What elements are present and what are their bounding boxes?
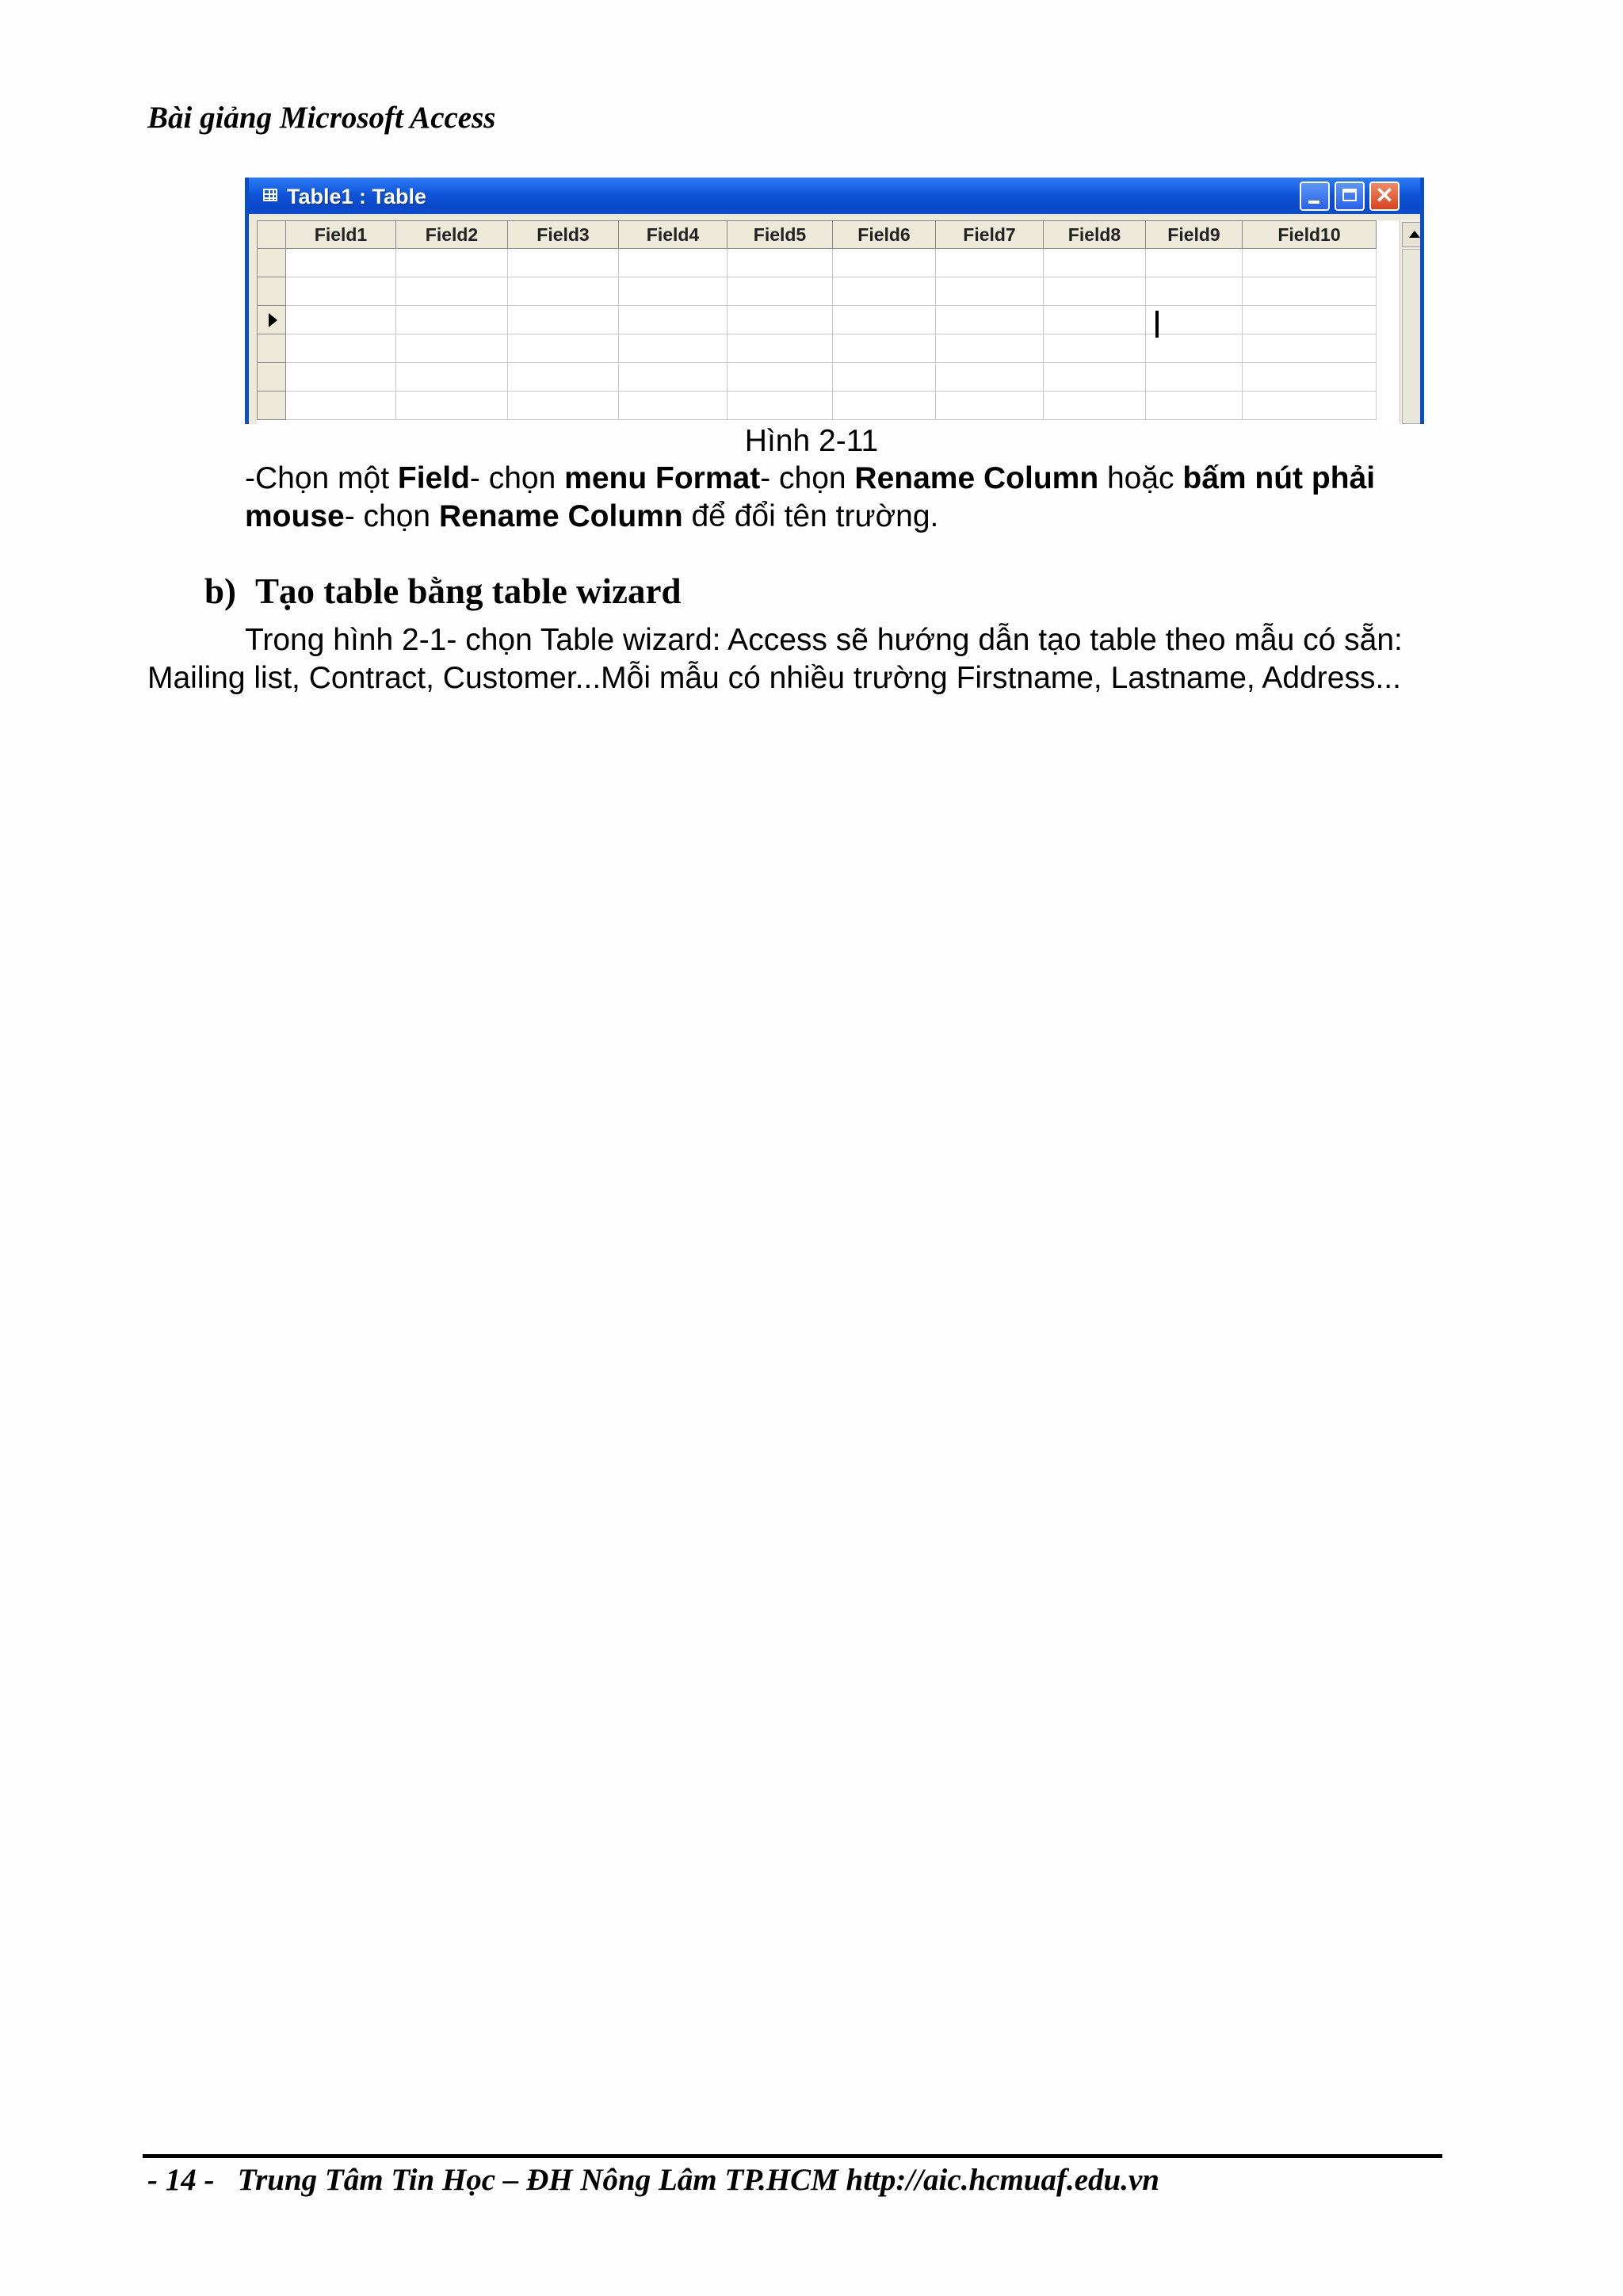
table-row (258, 363, 1377, 392)
cell[interactable] (1243, 363, 1377, 392)
bold-run: bấm nút phải mouse (245, 461, 1376, 533)
column-header[interactable]: Field9 (1146, 221, 1243, 249)
cell[interactable] (1044, 363, 1146, 392)
cell[interactable] (619, 392, 727, 420)
cell[interactable] (1243, 277, 1377, 306)
cell[interactable] (396, 363, 508, 392)
cell[interactable] (936, 277, 1044, 306)
minimize-button[interactable] (1300, 181, 1330, 211)
column-header[interactable]: Field2 (396, 221, 508, 249)
cell[interactable] (936, 392, 1044, 420)
cell[interactable] (727, 249, 833, 277)
cell[interactable] (508, 249, 619, 277)
cell[interactable] (396, 392, 508, 420)
maximize-button[interactable] (1335, 181, 1365, 211)
body-text: Trong hình 2-1- chọn Table wizard: Access sẽ hướng dẫn tạo table theo mẫu có sẵn: Mailing list, Contract, Customer...Mỗi mẫu có nhiều trường Firstname, Lastname, Address... (147, 623, 1403, 695)
cell[interactable] (1243, 334, 1377, 363)
cell[interactable] (833, 277, 936, 306)
page-number: - 14 - (147, 2163, 215, 2197)
cell[interactable] (508, 363, 619, 392)
cell[interactable] (286, 306, 396, 334)
text-run: - chọn (469, 461, 565, 495)
column-header[interactable]: Field4 (619, 221, 727, 249)
cell[interactable] (508, 306, 619, 334)
cell[interactable] (619, 306, 727, 334)
cell[interactable] (1044, 277, 1146, 306)
cell[interactable] (833, 306, 936, 334)
bold-run: menu Format (564, 461, 761, 495)
cell[interactable] (396, 249, 508, 277)
window-title: Table1 : Table (287, 185, 427, 208)
vertical-scrollbar[interactable] (1400, 220, 1424, 424)
cell[interactable] (1044, 249, 1146, 277)
cell[interactable] (1044, 392, 1146, 420)
text-cursor (1155, 311, 1159, 338)
page-footer (147, 2160, 1159, 2200)
section-title: Tạo table bằng table wizard (255, 571, 682, 611)
datasheet-grid (257, 220, 1400, 424)
column-header[interactable]: Field8 (1044, 221, 1146, 249)
cell[interactable] (936, 306, 1044, 334)
window-titlebar[interactable] (249, 178, 1420, 214)
column-header[interactable]: Field7 (936, 221, 1044, 249)
figure-caption: Hình 2-11 (744, 424, 879, 458)
cell[interactable] (1243, 249, 1377, 277)
cell[interactable] (286, 334, 396, 363)
cell[interactable] (727, 306, 833, 334)
table-row (258, 334, 1377, 363)
table-row-current (258, 306, 1377, 334)
close-icon: ✕ (1375, 183, 1394, 208)
footer-divider (143, 2154, 1442, 2158)
cell[interactable] (396, 334, 508, 363)
text-run: - chọn (760, 461, 855, 495)
cell[interactable] (1044, 306, 1146, 334)
cell[interactable] (286, 363, 396, 392)
table-icon (263, 189, 277, 201)
cell[interactable] (619, 334, 727, 363)
column-header[interactable]: Field1 (286, 221, 396, 249)
table-row (258, 392, 1377, 420)
text-run: - chọn (344, 499, 439, 533)
row-selector-current[interactable] (258, 306, 286, 334)
instruction-paragraph (245, 460, 1410, 536)
text-run: hoặc (1098, 461, 1183, 495)
cell[interactable] (508, 277, 619, 306)
cell[interactable] (619, 277, 727, 306)
cell[interactable] (1146, 306, 1243, 334)
datasheet-table (257, 220, 1377, 420)
text-run: để đổi tên trường. (682, 499, 939, 533)
body-paragraph (147, 621, 1447, 697)
cell[interactable] (508, 392, 619, 420)
cell[interactable] (1146, 334, 1243, 363)
table-row (258, 277, 1377, 306)
cell[interactable] (1243, 306, 1377, 334)
cell[interactable] (833, 334, 936, 363)
cell[interactable] (727, 363, 833, 392)
cell[interactable] (286, 277, 396, 306)
cell[interactable] (1146, 363, 1243, 392)
bold-run: Rename Column (854, 461, 1099, 495)
cell[interactable] (727, 334, 833, 363)
cell[interactable] (396, 277, 508, 306)
cell[interactable] (833, 392, 936, 420)
cell[interactable] (727, 277, 833, 306)
bold-run: Field (397, 461, 470, 495)
row-selector[interactable] (258, 334, 286, 363)
cell[interactable] (508, 334, 619, 363)
current-record-arrow-icon (269, 313, 277, 327)
running-header: Bài giảng Microsoft Access (147, 101, 496, 135)
close-button[interactable] (1369, 181, 1400, 211)
cell[interactable] (1044, 334, 1146, 363)
cell[interactable] (619, 363, 727, 392)
cell[interactable] (833, 363, 936, 392)
cell[interactable] (619, 249, 727, 277)
cell[interactable] (286, 392, 396, 420)
scroll-up-icon[interactable] (1402, 222, 1424, 247)
column-header-row (258, 221, 1377, 249)
section-heading (204, 569, 682, 613)
footer-text: Trung Tâm Tin Học – ĐH Nông Lâm TP.HCM http://aic.hcmuaf.edu.vn (237, 2163, 1159, 2197)
row-selector[interactable] (258, 249, 286, 277)
footer-spacer (214, 2163, 237, 2197)
row-selector[interactable] (258, 392, 286, 420)
row-selector[interactable] (258, 363, 286, 392)
access-table-window (245, 178, 1424, 424)
select-all-corner[interactable] (258, 221, 286, 249)
cell[interactable] (1146, 277, 1243, 306)
scrollbar-thumb[interactable] (1402, 249, 1424, 424)
cell[interactable] (833, 249, 936, 277)
section-label: b) (204, 571, 237, 611)
column-header[interactable]: Field5 (727, 221, 833, 249)
bold-run: Rename Column (438, 499, 683, 533)
column-header[interactable]: Field3 (508, 221, 619, 249)
column-header[interactable]: Field6 (833, 221, 936, 249)
cell[interactable] (727, 392, 833, 420)
cell[interactable] (1146, 249, 1243, 277)
cell[interactable] (396, 306, 508, 334)
cell[interactable] (286, 249, 396, 277)
cell[interactable] (936, 363, 1044, 392)
text-run: -Chọn một (245, 461, 398, 495)
cell[interactable] (936, 334, 1044, 363)
table-row (258, 249, 1377, 277)
cell[interactable] (936, 249, 1044, 277)
cell[interactable] (1146, 392, 1243, 420)
column-header[interactable]: Field10 (1243, 221, 1377, 249)
cell[interactable] (1243, 392, 1377, 420)
row-selector[interactable] (258, 277, 286, 306)
